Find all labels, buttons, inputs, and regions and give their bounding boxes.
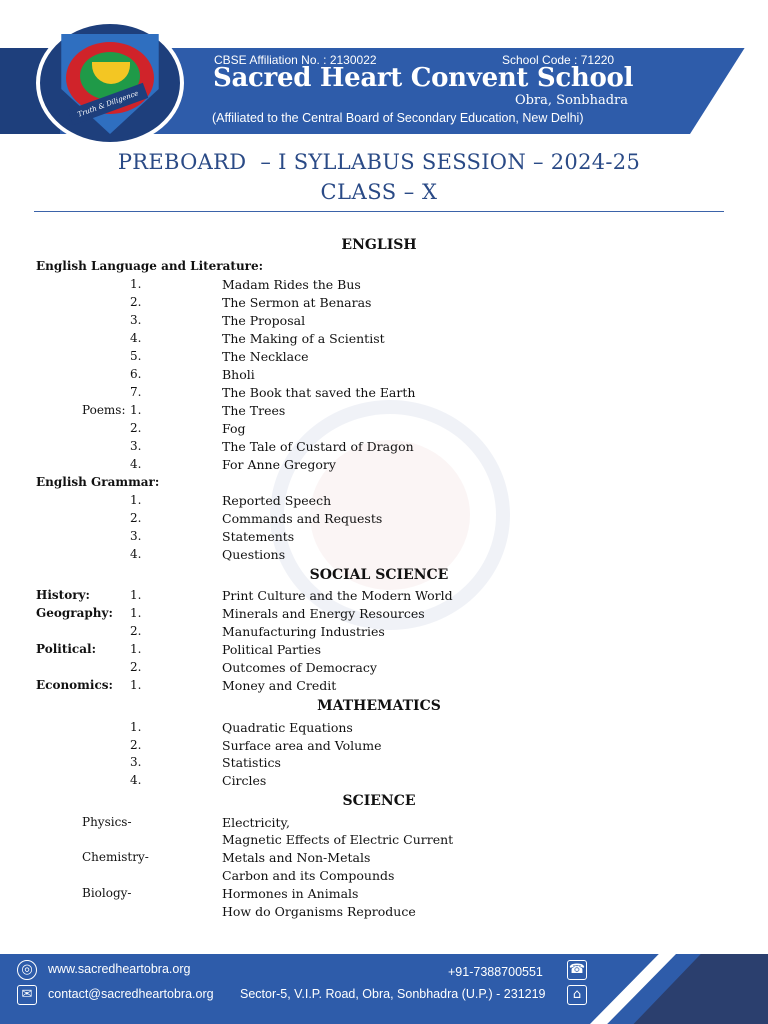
social-science-heading: SOCIAL SCIENCE — [309, 567, 449, 583]
list-item: Surface area and Volume — [222, 738, 382, 753]
list-number: 1. — [130, 642, 142, 656]
list-item: Hormones in Animals — [222, 886, 359, 901]
list-number: 2. — [130, 421, 142, 435]
mail-icon: ✉ — [17, 985, 37, 1005]
biology-label: Biology- — [82, 886, 132, 900]
list-item: How do Organisms Reproduce — [222, 904, 416, 919]
english-heading: ENGLISH — [341, 237, 417, 253]
list-number: 1. — [130, 588, 142, 602]
list-number: 2. — [130, 660, 142, 674]
phone-icon: ☎ — [567, 960, 587, 980]
list-item: Money and Credit — [222, 678, 337, 693]
list-item: The Book that saved the Earth — [222, 385, 416, 400]
list-item: Fog — [222, 421, 246, 436]
list-item: Commands and Requests — [222, 511, 383, 526]
affiliation-note: (Affiliated to the Central Board of Secondary Education, New Delhi) — [212, 111, 584, 125]
english-language-label: English Language and Literature: — [36, 259, 264, 273]
list-number: 2. — [130, 295, 142, 309]
list-item: Magnetic Effects of Electric Current — [222, 832, 454, 847]
list-item: Outcomes of Democracy — [222, 660, 377, 675]
geography-label: Geography: — [36, 606, 113, 620]
phone-number[interactable]: +91-7388700551 — [448, 965, 543, 979]
address-text: Sector-5, V.I.P. Road, Obra, Sonbhadra (U.P.) - 231219 — [240, 987, 546, 1001]
list-item: Questions — [222, 547, 286, 562]
school-location: Obra, Sonbhadra — [514, 93, 628, 108]
logo-motto: Truth & Diligence — [68, 83, 149, 125]
list-item: The Tale of Custard of Dragon — [222, 439, 414, 454]
list-item: Carbon and its Compounds — [222, 868, 395, 883]
list-item: The Making of a Scientist — [222, 331, 385, 346]
list-number: 1. — [130, 720, 142, 734]
list-item: Political Parties — [222, 642, 321, 657]
physics-label: Physics- — [82, 815, 132, 829]
list-number: 7. — [130, 385, 142, 399]
email-link[interactable]: contact@sacredheartobra.org — [48, 987, 214, 1001]
political-label: Political: — [36, 642, 96, 656]
list-item: Electricity, — [222, 815, 290, 830]
website-link[interactable]: www.sacredheartobra.org — [48, 962, 191, 976]
school-logo — [36, 20, 184, 146]
list-item: Print Culture and the Modern World — [222, 588, 453, 603]
science-heading: SCIENCE — [342, 793, 416, 809]
home-icon: ⌂ — [567, 985, 587, 1005]
school-name: Sacred Heart Convent School — [213, 63, 634, 93]
list-number: 3. — [130, 439, 142, 453]
list-number: 2. — [130, 738, 142, 752]
title-divider — [34, 211, 724, 212]
list-item: Bholi — [222, 367, 255, 382]
list-number: 4. — [130, 773, 142, 787]
list-number: 1. — [130, 277, 142, 291]
list-number: 4. — [130, 331, 142, 345]
list-number: 2. — [130, 511, 142, 525]
list-number: 2. — [130, 624, 142, 638]
list-item: The Sermon at Benaras — [222, 295, 372, 310]
list-item: Circles — [222, 773, 267, 788]
economics-label: Economics: — [36, 678, 113, 692]
affiliation-number: CBSE Affiliation No. : 2130022 — [214, 53, 377, 67]
list-number: 1. — [130, 403, 142, 417]
class-title: CLASS – X — [320, 180, 438, 204]
list-item: The Trees — [222, 403, 286, 418]
list-number: 1. — [130, 493, 142, 507]
english-grammar-label: English Grammar: — [36, 475, 160, 489]
list-item: Statements — [222, 529, 295, 544]
globe-icon: ◎ — [17, 960, 37, 980]
history-label: History: — [36, 588, 90, 602]
list-item: Metals and Non-Metals — [222, 850, 371, 865]
list-number: 3. — [130, 313, 142, 327]
chemistry-label: Chemistry- — [82, 850, 149, 864]
page-title: PREBOARD – I SYLLABUS SESSION – 2024-25 — [117, 150, 641, 174]
list-item: For Anne Gregory — [222, 457, 336, 472]
school-code: School Code : 71220 — [502, 53, 615, 67]
list-item: Quadratic Equations — [222, 720, 353, 735]
list-item: The Proposal — [222, 313, 306, 328]
list-item: Minerals and Energy Resources — [222, 606, 425, 621]
list-number: 4. — [130, 457, 142, 471]
list-number: 1. — [130, 678, 142, 692]
list-number: 4. — [130, 547, 142, 561]
poems-label: Poems: — [82, 403, 126, 417]
list-item: Madam Rides the Bus — [222, 277, 361, 292]
list-item: Reported Speech — [222, 493, 332, 508]
list-number: 3. — [130, 755, 142, 769]
list-number: 3. — [130, 529, 142, 543]
list-item: Statistics — [222, 755, 281, 770]
list-item: Manufacturing Industries — [222, 624, 385, 639]
list-number: 1. — [130, 606, 142, 620]
list-number: 5. — [130, 349, 142, 363]
list-item: The Necklace — [222, 349, 309, 364]
mathematics-heading: MATHEMATICS — [317, 698, 441, 714]
list-number: 6. — [130, 367, 142, 381]
